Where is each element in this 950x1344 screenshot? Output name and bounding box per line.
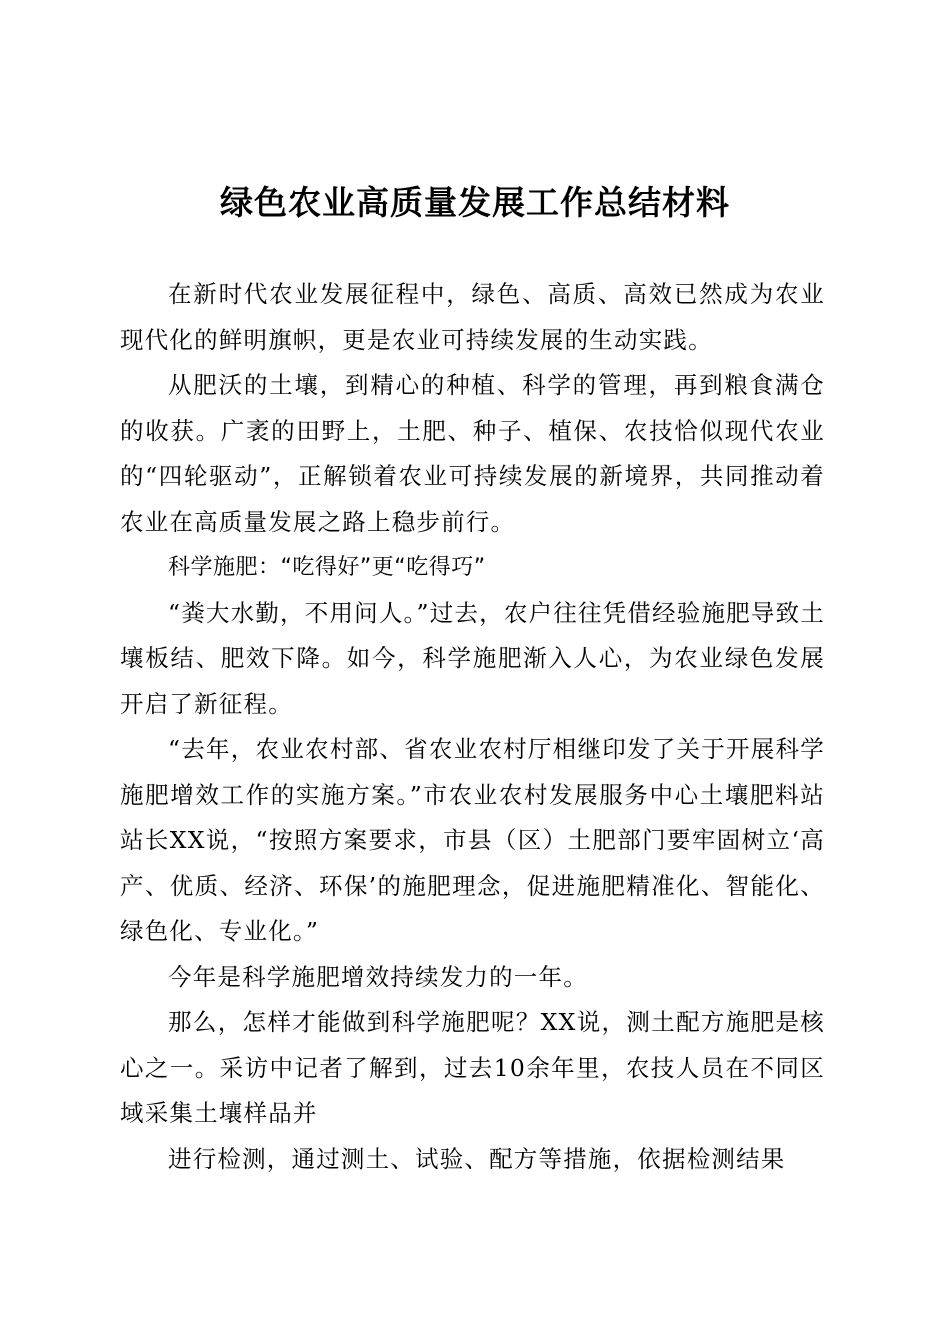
paragraph-four-wheel-drive: 从肥沃的土壤，到精心的种植、科学的管理，再到粮食满仓的收获。广袤的田野上，土肥、种子、植保、农技恰似现代农业的“四轮驱动”，正解锁着农业可持续发展的新境界，共同推动着农业在高质量发展之路上稳步前行。 [120, 371, 825, 536]
paragraph-testing-continued: 进行检测，通过测土、试验、配方等措施，依据检测结果 [168, 1144, 786, 1173]
document-body [120, 272, 825, 1182]
paragraph-this-year: 今年是科学施肥增效持续发力的一年。 [168, 962, 588, 991]
paragraph-soil-testing: 那么，怎样才能做到科学施肥呢？XX说，测土配方施肥是核心之一。采访中记者了解到，过去10余年里，农技人员在不同区域采集土壤样品并 [120, 1008, 825, 1127]
paragraph-implementation-plan: “去年，农业农村部、省农业农村厅相继印发了关于开展科学施肥增效工作的实施方案。”市农业农村发展服务中心土壤肥料站站长XX说，“按照方案要求，市县（区）土肥部门要牢固树立‘高产、优质、经济、环保’的施肥理念，促进施肥精准化、智能化、绿色化、专业化。” [120, 735, 825, 945]
document-title: 绿色农业高质量发展工作总结材料 [220, 183, 730, 222]
paragraph-past-experience: “粪大水勤，不用问人。”过去，农户往往凭借经验施肥导致土壤板结、肥效下降。如今，科学施肥渐入人心，为农业绿色发展开启了新征程。 [120, 598, 825, 718]
section-heading-scientific-fertilization: 科学施肥：“吃得好”更“吃得巧” [168, 555, 486, 580]
paragraph-intro: 在新时代农业发展征程中，绿色、高质、高效已然成为农业现代化的鲜明旗帜，更是农业可持续发展的生动实践。 [120, 280, 825, 354]
